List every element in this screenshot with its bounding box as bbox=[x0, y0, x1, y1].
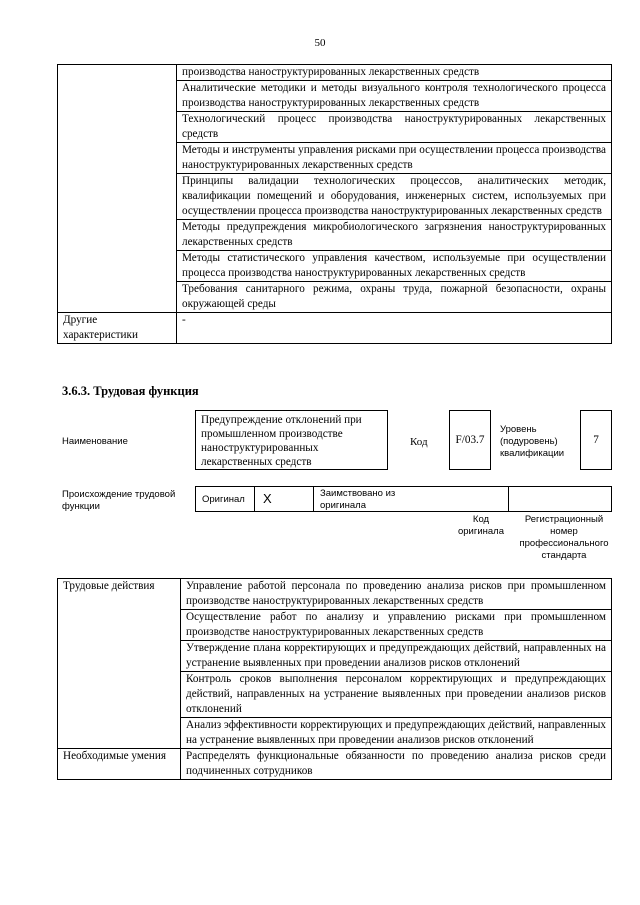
knowledge-item: Технологический процесс производства наноструктурированных лекарственных средств bbox=[177, 112, 612, 143]
page-number: 50 bbox=[314, 37, 326, 49]
labor-action-item: Осуществление работ по анализу и управлению рисками при промышленном производстве наноструктурированных лекарственных средств bbox=[181, 610, 612, 641]
origin-row bbox=[195, 486, 612, 512]
function-name-box: Предупреждение отклонений при промышленном производстве наноструктурированных лекарственных средств bbox=[195, 410, 388, 470]
labor-action-item: Утверждение плана корректирующих и предупреждающих действий, направленных на устранение выявленных при проведении анализов рисков отклонений bbox=[181, 641, 612, 672]
section-title: 3.6.3. Трудовая функция bbox=[62, 384, 199, 398]
knowledge-item: Методы статистического управления качеством, используемые при осуществлении процесса производства наноструктурированных лекарственных средств bbox=[177, 251, 612, 282]
labor-actions-label: Трудовые действия bbox=[58, 579, 181, 749]
origin-label: Происхождение трудовой функции bbox=[62, 489, 176, 512]
borrowed-label: Заимствовано из оригинала bbox=[320, 488, 396, 511]
knowledge-item: Методы и инструменты управления рисками при осуществлении процесса производства наноструктурированных лекарственных средств bbox=[177, 143, 612, 174]
qualification-level-box: 7 bbox=[580, 410, 612, 470]
original-mark-cell bbox=[254, 486, 314, 512]
code-label: Код bbox=[410, 436, 428, 448]
other-characteristics-value: - bbox=[177, 313, 612, 344]
knowledge-item: Принципы валидации технологических процессов, аналитических методик, квалификации помещений и оборудования, инженерных систем, используемых при осуществлении процесса производства наноструктурированных лекарственных средств bbox=[177, 174, 612, 220]
original-cell bbox=[195, 486, 255, 512]
knowledge-item: производства наноструктурированных лекарственных средств bbox=[177, 65, 612, 81]
original-mark: X bbox=[263, 491, 272, 506]
labor-actions-table bbox=[57, 578, 612, 780]
registration-cell bbox=[508, 486, 612, 512]
other-characteristics-label: Другие характеристики bbox=[58, 313, 177, 344]
skill-item: Распределять функциональные обязанности по проведению анализа рисков среди подчиненных сотрудников bbox=[181, 749, 612, 780]
level-label: Уровень (подуровень) квалификации bbox=[500, 424, 565, 459]
code-original-caption: Код оригинала bbox=[457, 514, 504, 537]
knowledge-item: Аналитические методики и методы визуального контроля технологического процесса производства наноструктурированных лекарственных средств bbox=[177, 81, 612, 112]
labor-action-item: Контроль сроков выполнения персоналом корректирующих и предупреждающих действий, направленных на устранение выявленных при проведении анализов рисков отклонений bbox=[181, 672, 612, 718]
knowledge-label-cell bbox=[58, 65, 177, 313]
labor-action-item: Управление работой персонала по проведению анализа рисков при промышленном производстве наноструктурированных лекарственных средств bbox=[181, 579, 612, 610]
required-skills-label: Необходимые умения bbox=[58, 749, 181, 780]
original-label: Оригинал bbox=[202, 494, 245, 505]
function-code-box: F/03.7 bbox=[449, 410, 491, 470]
registration-number-caption: Регистрационный номер профессионального стандарта bbox=[519, 514, 609, 561]
knowledge-item: Требования санитарного режима, охраны труда, пожарной безопасности, охраны окружающей среды bbox=[177, 282, 612, 313]
name-label: Наименование bbox=[62, 436, 128, 447]
labor-action-item: Анализ эффективности корректирующих и предупреждающих действий, направленных на устранение выявленных при проведении анализов рисков отклонений bbox=[181, 718, 612, 749]
knowledge-item: Методы предупреждения микробиологического загрязнения наноструктурированных лекарственных средств bbox=[177, 220, 612, 251]
knowledge-table bbox=[57, 64, 612, 344]
borrowed-cell bbox=[313, 486, 509, 512]
